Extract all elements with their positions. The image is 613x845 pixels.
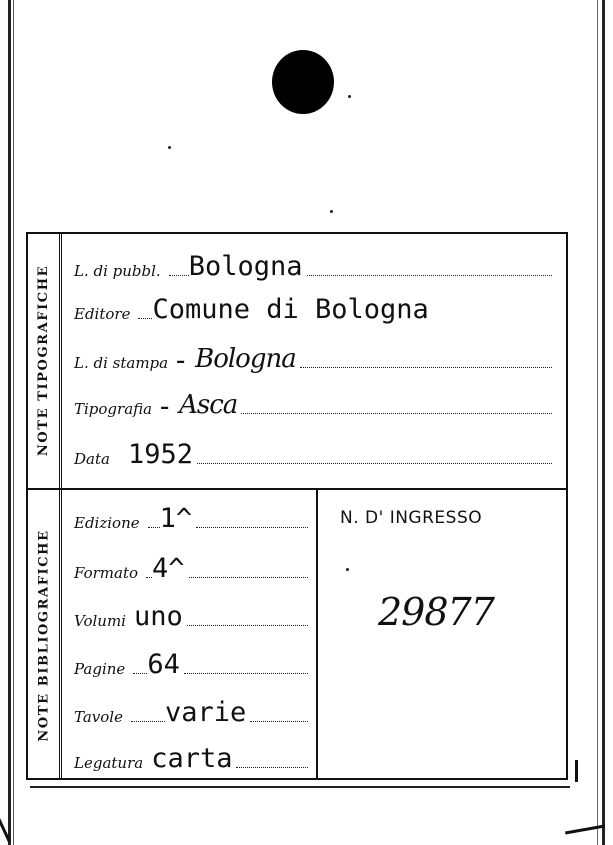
section-label-tipografiche: NOTE TIPOGRAFICHE bbox=[36, 264, 52, 456]
value-formato: 4^ bbox=[152, 553, 185, 584]
label-volumi: Volumi bbox=[74, 612, 126, 630]
value-luogo-stampa: Bologna bbox=[195, 344, 296, 374]
card-border-right bbox=[602, 0, 605, 845]
dash-luogo-stampa: – bbox=[176, 351, 186, 372]
value-editore: Comune di Bologna bbox=[152, 294, 429, 325]
label-edizione: Edizione bbox=[74, 514, 140, 532]
label-editore: Editore bbox=[74, 305, 131, 323]
speck bbox=[346, 568, 349, 571]
row-data bbox=[74, 436, 552, 468]
card-border-left-inner bbox=[13, 0, 14, 845]
row-volumi bbox=[74, 600, 308, 630]
row-luogo-stampa bbox=[74, 340, 552, 372]
ingresso-divider bbox=[316, 490, 318, 780]
row-formato bbox=[74, 552, 308, 582]
ingresso-number: 29877 bbox=[378, 590, 494, 634]
row-pagine bbox=[74, 648, 308, 678]
speck bbox=[168, 146, 171, 149]
value-data: 1952 bbox=[127, 439, 193, 470]
label-formato: Formato bbox=[74, 564, 139, 582]
side-column-tipografiche bbox=[26, 232, 62, 488]
label-data: Data bbox=[74, 450, 110, 468]
value-luogo-pubblicazione: Bologna bbox=[188, 251, 303, 282]
value-pagine: 64 bbox=[147, 649, 180, 680]
row-tavole bbox=[74, 696, 308, 726]
label-legatura: Legatura bbox=[74, 754, 144, 772]
row-luogo-pubblicazione bbox=[74, 250, 552, 280]
edge-mark bbox=[575, 760, 578, 782]
row-tipografia bbox=[74, 386, 552, 418]
row-legatura bbox=[74, 742, 308, 772]
card-bottom-rule bbox=[30, 786, 570, 788]
side-column-bibliografiche bbox=[26, 490, 62, 780]
edge-mark bbox=[565, 825, 605, 835]
card-border-right-inner bbox=[597, 0, 598, 845]
value-tavole: varie bbox=[164, 697, 247, 728]
label-luogo-pubblicazione: L. di pubbl. bbox=[74, 262, 161, 280]
punch-hole bbox=[272, 50, 334, 114]
label-tipografia: Tipografia bbox=[74, 400, 153, 418]
row-edizione bbox=[74, 502, 308, 532]
label-pagine: Pagine bbox=[74, 660, 126, 678]
speck bbox=[330, 210, 333, 213]
value-legatura: carta bbox=[151, 743, 233, 774]
row-editore bbox=[74, 293, 560, 323]
ingresso-title: N. D' INGRESSO bbox=[340, 508, 483, 528]
card-border-left bbox=[8, 0, 11, 845]
label-tavole: Tavole bbox=[74, 708, 123, 726]
value-volumi: uno bbox=[133, 601, 183, 632]
value-edizione: 1^ bbox=[159, 503, 193, 534]
label-luogo-stampa: L. di stampa bbox=[74, 354, 169, 372]
dash-tipografia: – bbox=[160, 397, 170, 418]
section-divider bbox=[26, 488, 568, 490]
value-tipografia: Asca bbox=[179, 390, 238, 420]
speck bbox=[348, 95, 351, 98]
section-label-bibliografiche: NOTE BIBLIOGRAFICHE bbox=[36, 528, 52, 742]
